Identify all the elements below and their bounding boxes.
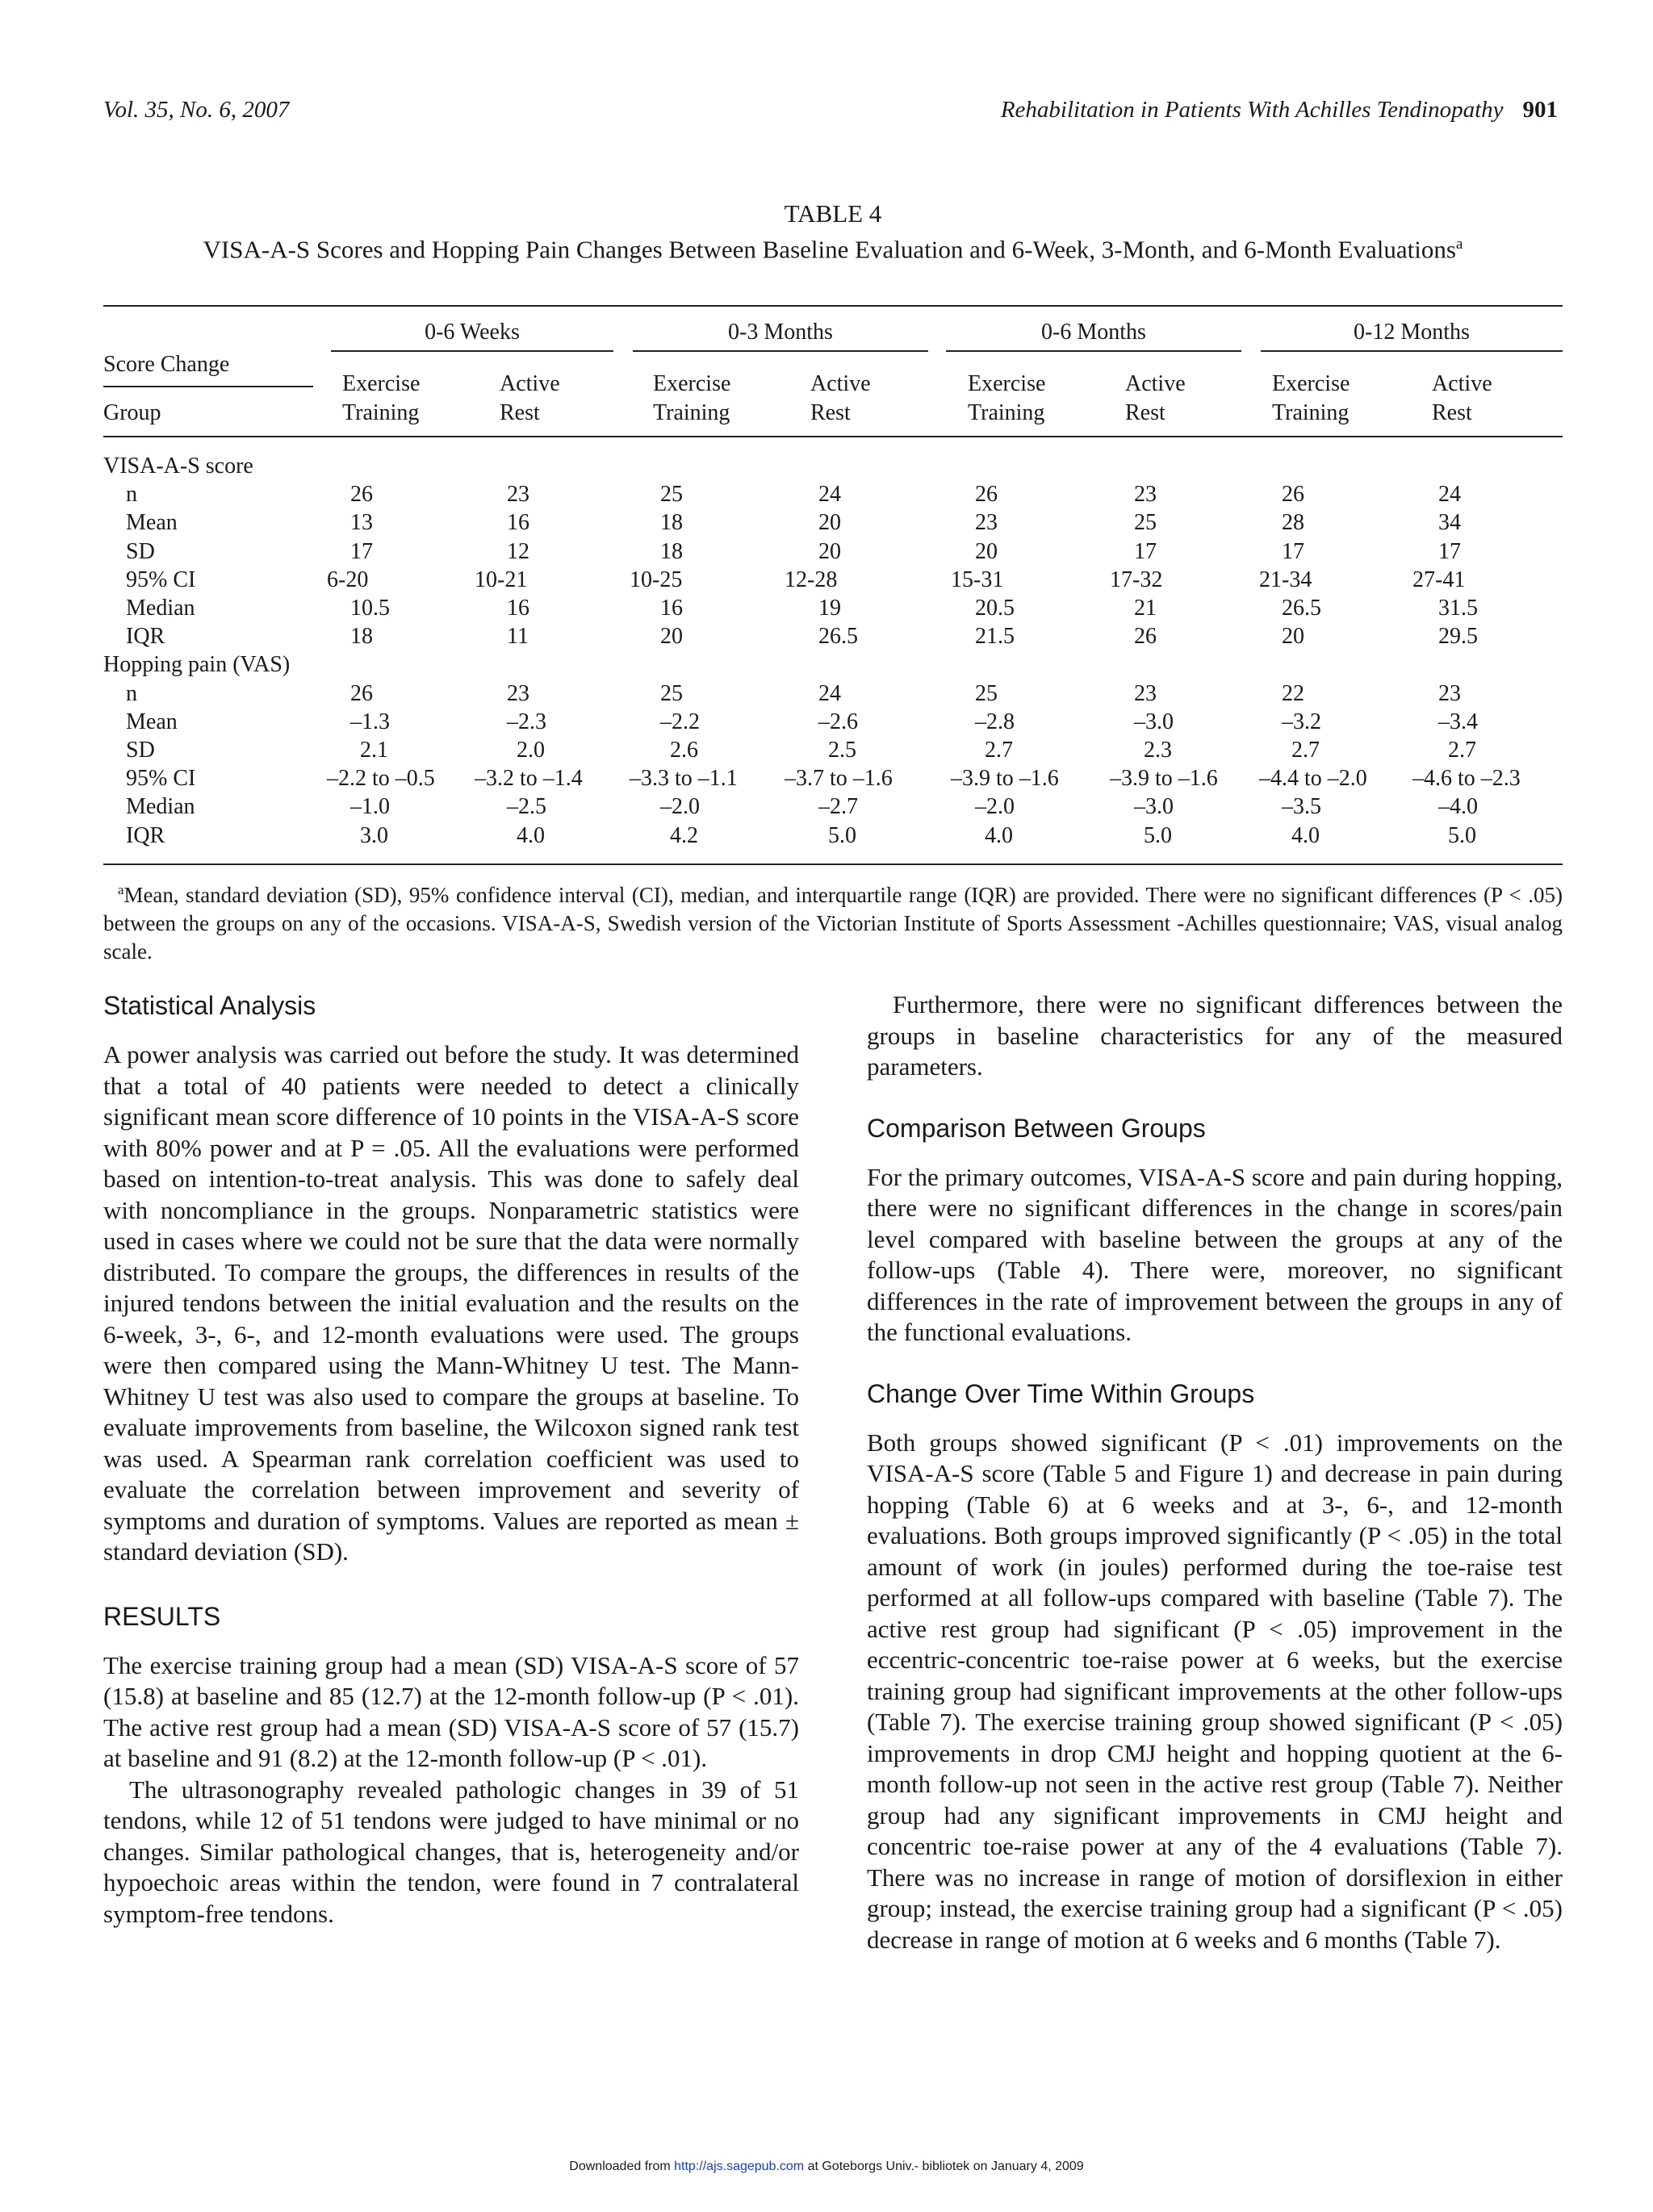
table-cell: 18 [350,624,373,650]
group-subheader-bottom: Training [1272,400,1350,425]
table-cell: 26 [1134,624,1157,650]
footnote-marker: a [118,882,124,897]
table-cell: 2.7 [1291,738,1320,763]
table-cell: –3.0 [1134,709,1174,734]
table-cell: 20 [975,538,998,564]
table-cell: 2.7 [985,738,1013,763]
table-cell: 24 [818,680,841,706]
page-number: 901 [1522,97,1558,123]
running-title: Rehabilitation in Patients With Achilles Tendinopathy [1000,97,1504,123]
period-rule-3 [946,350,1241,352]
table-row-label: 95% CI [126,567,196,592]
period-header: 0-12 Months [1354,320,1470,345]
table-cell: –4.4 to –2.0 [1259,766,1367,792]
table-cell: 2.7 [1448,738,1476,763]
table-cell: 4.0 [517,822,545,848]
table-caption [103,229,1563,265]
footnote-text: Mean, standard deviation (SD), 95% confidence interval (CI), median, and interquartile range (IQR) are provided. There were no significant differences (P < .05) between the groups on any of the occasions. VISA-A-S, Swedish version of the Victorian Institute of Sports Assessment -Achilles questionnaire; VAS, visual analog scale. [103,883,1563,964]
table-cell: –2.0 [975,794,1015,820]
table-cell: 5.0 [1448,822,1476,848]
left-column [103,989,799,1930]
paragraph-results-2: The ultrasonography revealed pathologic changes in 39 of 51 tendons, while 12 of 51 tendons were judged to have minimal or no changes. Similar pathological changes, that is, heterogeneity and/or hypoechoic areas within the tendon, were found in 7 contralateral symptom-free tendons. [103,1775,799,1928]
group-subheader-bottom: Training [968,400,1045,425]
paragraph-results-1: The exercise training group had a mean (SD) VISA-A-S score of 57 (15.8) at baseline and 85 (12.7) at the 12-month follow-up (P < .01). The active rest group had a mean (SD) VISA-A-S score of 57 (15.7) at baseline and 91 (8.2) at the 12-month follow-up (P < .01). [103,1650,799,1772]
table-cell: 2.6 [670,738,698,763]
table-cell: 27-41 [1412,567,1466,592]
table-cell: 11 [507,624,529,650]
table-cell: 26 [1282,482,1304,508]
paragraph-statistical-analysis: A power analysis was carried out before the study. It was determined that a total of 40 patients were needed to detect a clinically significant mean score difference of 10 points in the VISA-A-S score with 80% power and at P = .05. All the evaluations were performed based on intention-to-treat analysis. This was done to safely deal with noncompliance in the groups. Nonparametric statistics were used in cases where we could not be sure that the data were normally distributed. To compare the groups, the differences in results of the injured tendons between the initial evaluation and the results on the 6-week, 3-, 6-, and 12-month evaluations were used. The groups were then compared using the Mann-Whitney U test. The Mann-Whitney U test was also used to compare the groups at baseline. To evaluate improvements from baseline, the Wilcoxon signed rank test was used. A Spearman rank correlation coefficient was used to evaluate the correlation between improvement and severity of symptoms and duration of symptoms. Values are reported as mean ± standard deviation (SD). [103,1040,799,1566]
table-cell: –2.8 [975,709,1015,734]
table-cell: –4.0 [1438,794,1478,820]
table-cell: 17 [1134,538,1157,564]
table-label: TABLE 4 [784,199,882,228]
table-cell: 18 [660,510,683,536]
table-cell: –3.3 to –1.1 [630,766,738,792]
paragraph-comparison: For the primary outcomes, VISA-A-S score and pain during hopping, there were no significant differences in the change in scores/pain level compared with baseline between the groups at any of the follow-ups (Table 4). There were, moreover, no significant differences in the rate of improvement between the groups in any of the functional evaluations. [867,1162,1563,1346]
table-cell: 23 [1438,680,1461,706]
table-cell: 26 [350,482,373,508]
table-cell: 26 [975,482,998,508]
table-cell: 21-34 [1259,567,1312,592]
score-change-rule [103,386,313,387]
table-cell: 10-25 [630,567,683,592]
table-cell: –3.9 to –1.6 [951,766,1059,792]
group-subheader-bottom: Rest [500,400,540,425]
period-rule-1 [331,350,613,352]
section-heading-comparison: Comparison Between Groups [867,1113,1206,1143]
table-caption-text: VISA-A-S Scores and Hopping Pain Changes Between Baseline Evaluation and 6-Week, 3-Month, and 6-Month Evaluations [203,235,1456,264]
table-cell: 13 [350,510,373,536]
table-cell: –3.7 to –1.6 [785,766,893,792]
section-heading-change-over-time: Change Over Time Within Groups [867,1378,1255,1408]
period-header: 0-3 Months [728,320,833,345]
group-subheader-bottom: Training [342,400,420,425]
table-cell: 10.5 [350,596,390,621]
group-subheader-top: Active [810,371,871,396]
table-cell: 25 [975,680,998,706]
period-rule-4 [1261,350,1563,352]
table-row-label: IQR [126,624,165,650]
group-label: Group [103,400,161,425]
table-cell: 17 [350,538,373,564]
table-cell: 2.5 [828,738,856,763]
table-header-rule [103,436,1563,437]
table-cell: 2.3 [1144,738,1172,763]
table-cell: 23 [507,680,529,706]
table-row-label: n [126,680,137,706]
group-subheader-bottom: Rest [1432,400,1472,425]
group-subheader-bottom: Training [653,400,730,425]
group-subheader-top: Exercise [342,371,421,396]
table-row-label: 95% CI [126,766,196,792]
group-subheader-top: Active [500,371,560,396]
table-cell: 18 [660,538,683,564]
group-subheader-bottom: Rest [1125,400,1165,425]
table-cell: 16 [507,596,529,621]
table-cell: 20 [660,624,683,650]
paragraph-furthermore: Furthermore, there were no significant differences between the groups in baseline characteristics for any of the measured parameters. [867,990,1563,1081]
group-subheader-top: Exercise [968,371,1046,396]
table-cell: 26.5 [1282,596,1321,621]
table-cell: 22 [1282,680,1304,706]
table-cell: –2.5 [507,794,546,820]
table-cell: 12 [507,538,529,564]
table-cell: –3.2 to –1.4 [475,766,583,792]
table-cell: –2.3 [507,709,546,734]
group-subheader-top: Active [1432,371,1492,396]
table-cell: 6-20 [327,567,369,592]
table-cell: 16 [507,510,529,536]
table-cell: 4.2 [670,822,698,848]
table-caption-note: a [1455,236,1463,253]
running-header [1001,97,1558,123]
table-row-label: Median [126,794,195,820]
section-heading-results: RESULTS [103,1601,221,1631]
group-subheader-top: Active [1125,371,1186,396]
table-footnote [103,876,1563,966]
table-cell: –3.2 [1282,709,1321,734]
period-header: 0-6 Weeks [425,320,520,345]
table-cell: 17 [1438,538,1461,564]
footer-prefix: Downloaded from [569,2160,675,2173]
score-change-label: Score Change [103,352,230,377]
table-cell: 17-32 [1110,567,1163,592]
period-rule-2 [633,350,928,352]
table-cell: 2.1 [360,738,388,763]
table-cell: 31.5 [1438,596,1478,621]
table-cell: –2.2 to –0.5 [327,766,435,792]
table-row-label: Mean [126,709,178,734]
journal-volume: Vol. 35, No. 6, 2007 [103,97,290,123]
table-cell: 23 [1134,482,1157,508]
table-cell: 23 [507,482,529,508]
table-cell: 24 [1438,482,1461,508]
table-section-title: VISA-A-S score [103,454,253,479]
table-cell: 16 [660,596,683,621]
table-cell: 20 [818,510,841,536]
table-cell: 24 [818,482,841,508]
table-cell: 34 [1438,510,1461,536]
table-cell: 2.0 [517,738,545,763]
section-heading-statistical-analysis: Statistical Analysis [103,991,316,1020]
table-row-label: Mean [126,510,178,536]
table-cell: 4.0 [1291,822,1320,848]
table-cell: 23 [1134,680,1157,706]
table-cell: 10-21 [475,567,528,592]
table-row-label: SD [126,538,155,564]
table-cell: 17 [1282,538,1304,564]
right-column [867,989,1563,1955]
download-footer [0,2160,1653,2174]
table-cell: 26 [350,680,373,706]
table-cell: –3.5 [1282,794,1321,820]
table-cell: 26.5 [818,624,858,650]
table-cell: 4.0 [985,822,1013,848]
table-top-rule [103,305,1563,307]
table-cell: 25 [1134,510,1157,536]
group-subheader-top: Exercise [1272,371,1350,396]
period-header: 0-6 Months [1041,320,1146,345]
table-cell: 3.0 [360,822,388,848]
table-cell: 21 [1134,596,1157,621]
table-cell: –4.6 to –2.3 [1412,766,1521,792]
footer-link[interactable]: http://ajs.sagepub.com [674,2160,805,2173]
table-cell: –2.6 [818,709,858,734]
table-section-title: Hopping pain (VAS) [103,652,291,678]
table-cell: 5.0 [828,822,856,848]
table-cell: 21.5 [975,624,1015,650]
table-cell: 23 [975,510,998,536]
table-cell: 20 [818,538,841,564]
table-row-label: IQR [126,822,165,848]
table-cell: –1.3 [350,709,390,734]
table-cell: 20.5 [975,596,1015,621]
table-bottom-rule [103,863,1563,865]
table-cell: 15-31 [951,567,1004,592]
group-subheader-bottom: Rest [810,400,851,425]
group-subheader-top: Exercise [653,371,731,396]
table-cell: 28 [1282,510,1304,536]
table-cell: 12-28 [785,567,838,592]
table-cell: –2.2 [660,709,700,734]
table-cell: 25 [660,680,683,706]
table-cell: 5.0 [1144,822,1172,848]
table-row-label: SD [126,738,155,763]
table-row-label: n [126,482,137,508]
table-cell: –3.4 [1438,709,1478,734]
table-cell: –3.9 to –1.6 [1110,766,1218,792]
table-cell: 29.5 [1438,624,1478,650]
table-cell: 19 [818,596,841,621]
table-cell: –1.0 [350,794,390,820]
table-row-label: Median [126,596,195,621]
table-cell: 20 [1282,624,1304,650]
table-cell: –3.0 [1134,794,1174,820]
table-cell: –2.0 [660,794,700,820]
paragraph-change-over-time: Both groups showed significant (P < .01) improvements on the VISA-A-S score (Table 5 and Figure 1) and decrease in pain during hopping (Table 6) at 6 weeks and at 3-, 6-, and 12-month evaluations. Both groups improved significantly (P < .05) in the total amount of work (in joules) performed during the toe-raise test performed at all follow-ups compared with baseline (Table 7). The active rest group had significant (P < .05) improvement in the eccentric-concentric toe-raise power at 6 weeks, but the exercise training group had significant improvements at the other follow-ups (Table 7). The exercise training group showed significant (P < .05) improvements in drop CMJ height and hopping quotient at the 6-month follow-up not seen in the active rest group (Table 7). Neither group had any significant improvements in CMJ height and concentric toe-raise power at any of the 4 evaluations (Table 7). There was no increase in range of motion of dorsiflexion in either group; instead, the exercise training group had a significant (P < .05) decrease in range of motion at 6 weeks and 6 months (Table 7). [867,1428,1563,1954]
footer-suffix: at Goteborgs Univ.- bibliotek on January 4, 2009 [804,2160,1084,2173]
table-cell: –2.7 [818,794,858,820]
table-cell: 25 [660,482,683,508]
